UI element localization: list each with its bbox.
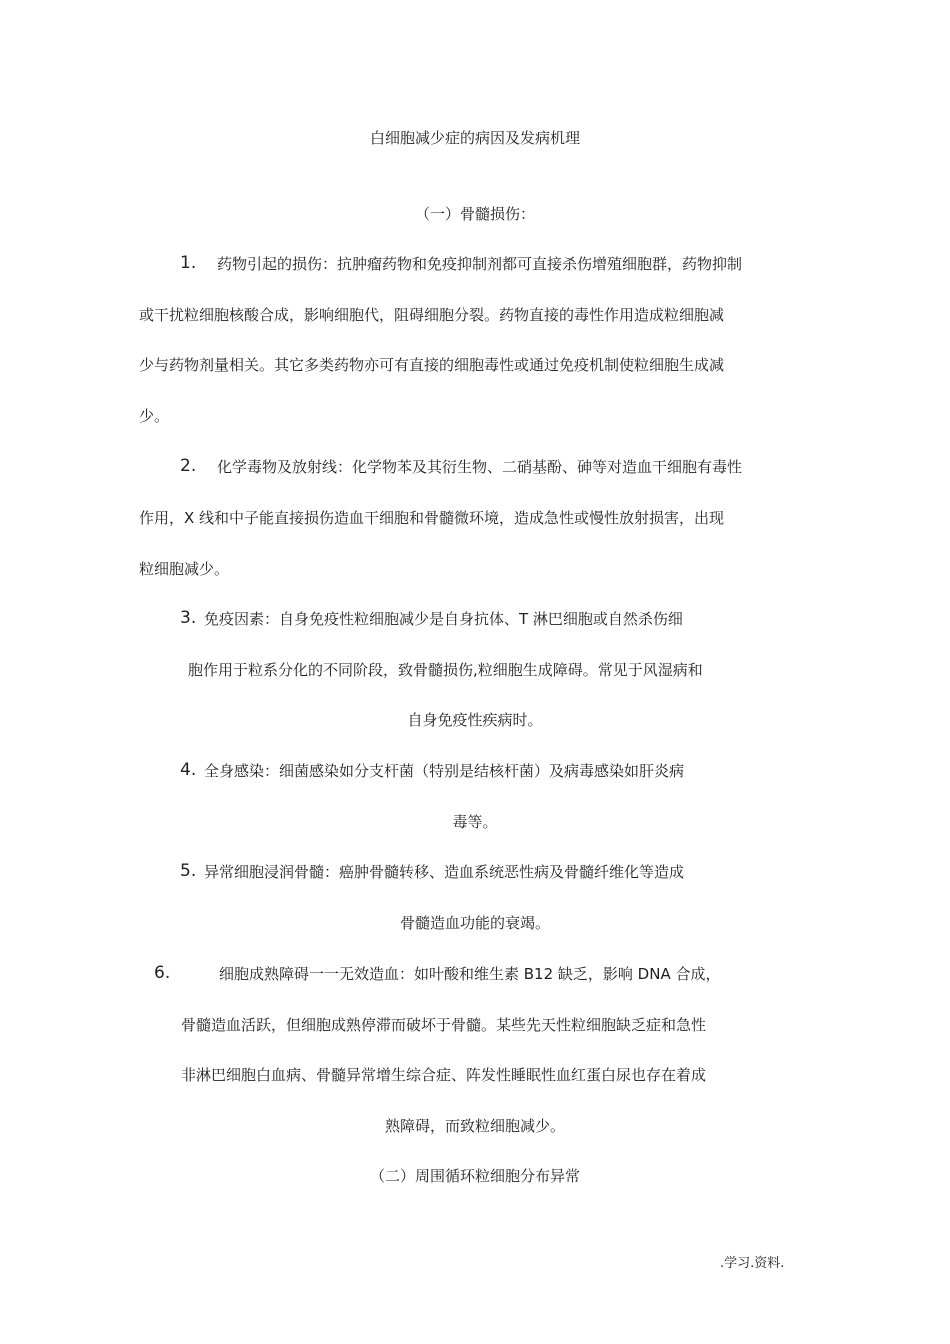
document-title: 白细胞减少症的病因及发病机理 bbox=[369, 129, 580, 147]
section-heading-1: （一）骨髓损伤： bbox=[414, 205, 535, 223]
item-6-line-2: 骨髓造血活跃，但细胞成熟停滞而破坏于骨髓。某些先天性粒细胞缺乏症和急性 bbox=[181, 1016, 707, 1034]
item-2-line-1: 化学毒物及放射线：化学物苯及其衍生物、二硝基酚、砷等对造血干细胞有毒性 bbox=[217, 458, 743, 476]
item-4-line-1: 全身感染：细菌感染如分支杆菌（特别是结核杆菌）及病毒感染如肝炎病 bbox=[204, 762, 685, 780]
item-1-line-2: 或干扰粒细胞核酸合成，影响细胞代，阻碍细胞分裂。药物直接的毒性作用造成粒细胞减 bbox=[139, 306, 725, 324]
item-4-line-2: 毒等。 bbox=[452, 813, 498, 831]
item-1-line-3: 少与药物剂量相关。其它多类药物亦可有直接的细胞毒性或通过免疫机制使粒细胞生成减 bbox=[139, 356, 725, 374]
item-6-line-4: 熟障碍，而致粒细胞减少。 bbox=[384, 1117, 565, 1135]
item-1-number: 1. bbox=[180, 253, 197, 273]
item-4-number: 4. bbox=[180, 760, 197, 780]
item-2-number: 2. bbox=[180, 456, 197, 476]
item-1-line-4: 少。 bbox=[139, 407, 170, 425]
item-5-line-2: 骨髓造血功能的衰竭。 bbox=[399, 914, 550, 932]
item-5-line-1: 异常细胞浸润骨髓：癌肿骨髓转移、造血系统恶性病及骨髓纤维化等造成 bbox=[204, 863, 685, 881]
item-1-line-1: 药物引起的损伤：抗肿瘤药物和免疫抑制剂都可直接杀伤增殖细胞群，药物抑制 bbox=[217, 255, 743, 273]
item-6-number: 6. bbox=[154, 963, 171, 983]
item-2-line-2: 作用，X 线和中子能直接损伤造血干细胞和骨髓微环境，造成急性或慢性放射损害，出现 bbox=[139, 509, 725, 527]
item-3-line-2: 胞作用于粒系分化的不同阶段，致骨髓损伤,粒细胞生成障碍。常见于风湿病和 bbox=[188, 661, 703, 679]
section-heading-2: （二）周围循环粒细胞分布异常 bbox=[369, 1167, 580, 1185]
item-6-line-1: 细胞成熟障碍一一无效造血：如叶酸和维生素 B12 缺乏，影响 DNA 合成， bbox=[219, 965, 721, 983]
item-3-line-3: 自身免疫性疾病时。 bbox=[407, 711, 543, 729]
page-footer: .学习.资料. bbox=[720, 1256, 785, 1271]
item-2-line-3: 粒细胞减少。 bbox=[139, 560, 230, 578]
item-3-number: 3. bbox=[180, 608, 197, 628]
item-3-line-1: 免疫因素：自身免疫性粒细胞减少是自身抗体、T 淋巴细胞或自然杀伤细 bbox=[204, 610, 683, 628]
item-5-number: 5. bbox=[180, 861, 197, 881]
item-6-line-3: 非淋巴细胞白血病、骨髓异常增生综合症、阵发性睡眠性血红蛋白尿也存在着成 bbox=[181, 1066, 707, 1084]
